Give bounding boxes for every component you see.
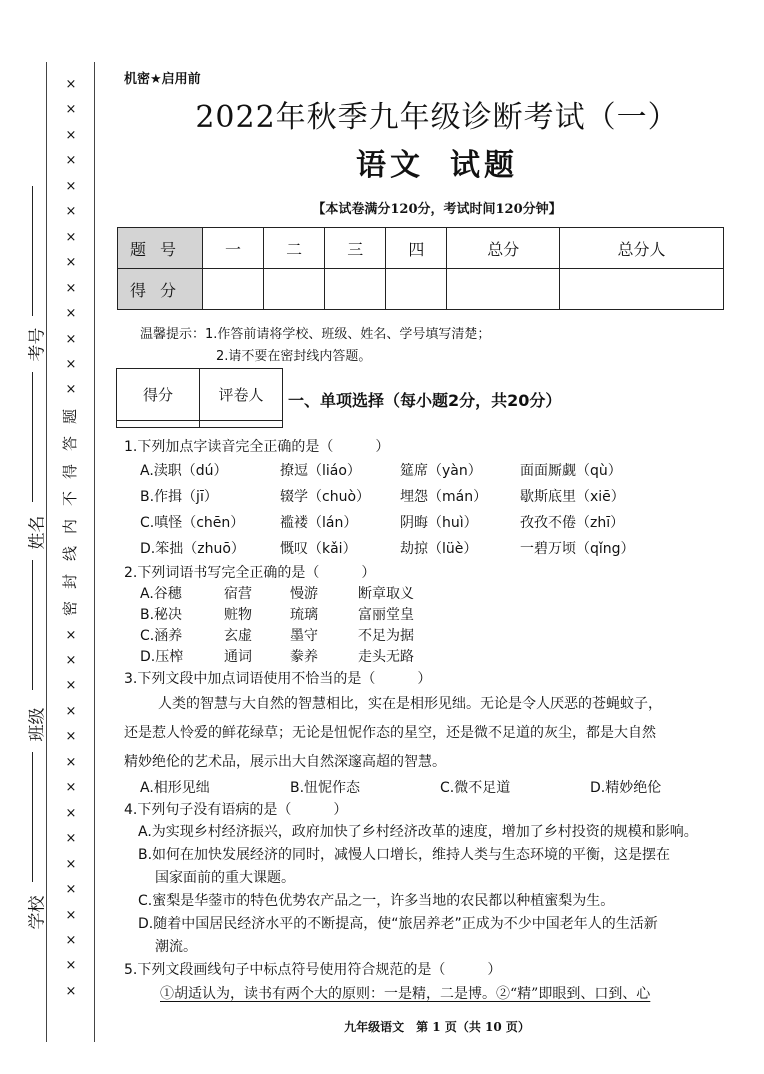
q2-row-d (124, 647, 729, 668)
tips-line-1: 1.作答前请将学校、班级、姓名、学号填写清楚； (205, 327, 491, 342)
cross-mark: × (65, 780, 77, 796)
score-cell-total[interactable] (447, 269, 560, 310)
col-scorer: 总分人 (559, 228, 723, 269)
cross-mark: × (65, 907, 77, 923)
list-item: A.谷穗 (140, 586, 182, 602)
list-item: 辍学（chuò） (280, 489, 371, 505)
q3-stem: 3.下列文段中加点词语使用不恰当的是（ ） (124, 671, 432, 687)
list-item: B.作揖（jī） (140, 489, 218, 505)
cross-mark: × (65, 306, 77, 322)
subject-heading (110, 140, 764, 184)
seal-column (62, 78, 80, 998)
q3-passage-line-1: 人类的智慧与大自然的智慧相比，实在是相形见绌。无论是令人厌恶的苍蝇蚊子， (158, 696, 662, 712)
cross-mark: × (65, 983, 77, 999)
list-item: A.相形见绌 (140, 780, 210, 796)
list-item: 埋怨（mán） (400, 489, 488, 505)
list-item: D.精妙绝伦 (590, 780, 662, 796)
list-item: D.压榨 (140, 649, 184, 665)
grader-box (116, 368, 283, 428)
q4-stem: 4.下列句子没有语病的是（ ） (124, 802, 348, 818)
name-label: 姓名 (27, 515, 48, 550)
exam-title: 2022年秋季九年级诊断考试（一） (195, 100, 679, 135)
cross-mark: × (65, 255, 77, 271)
list-item: 墨守 (290, 628, 318, 644)
q3-passage-line-3: 精妙绝伦的艺术品，展示出大自然深邃高超的智慧。 (124, 754, 446, 770)
q4-option-a: A.为实现乡村经济振兴，政府加快了乡村经济改革的速度，增加了乡村投资的规模和影响。 (138, 824, 698, 840)
score-cell-3[interactable] (325, 269, 386, 310)
confidential-mark: 机密★启用前 (124, 72, 201, 87)
list-item: 歇斯底里（xiē） (520, 489, 625, 505)
seal-word: 不 (61, 491, 80, 507)
list-item: D.笨拙（zhuō） (140, 541, 245, 557)
seal-word: 题 (61, 408, 80, 424)
score-cell-1[interactable] (203, 269, 264, 310)
q4-option-d-line-1: D.随着中国居民经济水平的不断提高，使“旅居养老”正成为不少中国老年人的生活新 (138, 916, 658, 932)
cross-mark: × (65, 229, 77, 245)
list-item: B.忸怩作态 (290, 780, 361, 796)
score-cell-2[interactable] (264, 269, 325, 310)
school-line (32, 752, 34, 882)
q2-row-a (124, 584, 729, 605)
cross-mark: × (65, 856, 77, 872)
q1-row-a (124, 458, 729, 484)
list-item: 孜孜不倦（zhī） (520, 515, 625, 531)
list-item: 通词 (224, 649, 252, 665)
seal-word: 线 (61, 546, 80, 562)
subject-name: 语文 (356, 148, 424, 183)
exam-note: 【本试卷满分120分，考试时间120分钟】 (312, 202, 562, 217)
school-label: 学校 (27, 895, 48, 930)
col-3: 三 (325, 228, 386, 269)
cross-mark: × (65, 627, 77, 643)
list-item: 慨叹（kǎi） (280, 541, 357, 557)
list-item: 劫掠（lüè） (400, 541, 478, 557)
list-item: 筵席（yàn） (400, 463, 482, 479)
cross-mark: × (65, 178, 77, 194)
q4-option-b-line-2: 国家面前的重大课题。 (155, 870, 295, 886)
seal-word: 封 (61, 573, 80, 589)
score-table (117, 227, 724, 310)
seal-word: 内 (61, 518, 80, 534)
list-item: 面面厮觑（qù） (520, 463, 622, 479)
q1-row-c (124, 510, 729, 536)
grader-score-label: 得分 (117, 369, 200, 421)
page-footer: 九年级语文 第 1 页（共 10 页） (344, 1020, 530, 1034)
col-total: 总分 (447, 228, 560, 269)
cross-mark: × (65, 382, 77, 398)
score-table-score-row (118, 269, 724, 310)
seal-word: 答 (61, 436, 80, 452)
q3-passage-line-2: 还是惹人怜爱的鲜花绿草；无论是忸怩作态的星空，还是微不足道的灰尘，都是大自然 (124, 725, 656, 741)
tips (140, 324, 490, 368)
q1-row-b (124, 484, 729, 510)
q5-passage: ①胡适认为，读书有两个大的原则：一是精，二是博。②“精”即眼到、口到、心 (160, 986, 651, 1002)
list-item: 褴褛（lán） (280, 515, 358, 531)
cross-mark: × (65, 703, 77, 719)
score-cell-4[interactable] (386, 269, 447, 310)
list-item: 一碧万顷（qǐng） (520, 541, 635, 557)
cross-mark: × (65, 77, 77, 92)
grader-reviewer-cell[interactable] (200, 421, 283, 428)
cross-mark: × (65, 153, 77, 169)
cross-mark: × (65, 678, 77, 694)
cross-mark: × (65, 958, 77, 974)
list-item: 不足为据 (358, 628, 414, 644)
seal-word: 密 (61, 601, 80, 617)
tips-line-2: 2.请不要在密封线内答题。 (216, 349, 372, 364)
cross-mark: × (65, 280, 77, 296)
cross-mark: × (65, 652, 77, 668)
list-item: 琉璃 (290, 607, 318, 623)
margin-rule-inner (94, 62, 95, 1042)
list-item: 豢养 (290, 649, 318, 665)
list-item: 玄虚 (224, 628, 252, 644)
class-line (32, 560, 34, 690)
list-item: 走头无路 (358, 649, 414, 665)
list-item: B.秘决 (140, 607, 183, 623)
q1-stem: 1.下列加点字读音完全正确的是（ ） (124, 439, 390, 455)
cross-mark: × (65, 729, 77, 745)
subject-suffix: 试题 (450, 148, 518, 183)
list-item: 富丽堂皇 (358, 607, 414, 623)
binding-margin (0, 0, 100, 1074)
list-item: 慢游 (290, 586, 318, 602)
q2-row-c (124, 626, 729, 647)
score-cell-scorer[interactable] (559, 269, 723, 310)
list-item: 阴晦（huì） (400, 515, 478, 531)
q4-option-b (124, 844, 729, 890)
grader-reviewer-label: 评卷人 (200, 369, 283, 421)
list-item: C.微不足道 (440, 780, 511, 796)
cross-mark: × (65, 754, 77, 770)
q2-stem: 2.下列词语书写完全正确的是（ ） (124, 565, 376, 581)
list-item: 断章取义 (358, 586, 414, 602)
score-table-header-row (118, 228, 724, 269)
cross-mark: × (65, 331, 77, 347)
list-item: 赃物 (224, 607, 252, 623)
q4-option-c: C.蜜梨是华蓥市的特色优势农产品之一，许多当地的农民都以种植蜜梨为生。 (138, 893, 615, 909)
class-label: 班级 (27, 707, 48, 742)
score-head: 得分 (118, 269, 203, 310)
exam-number-line (32, 186, 34, 316)
list-item: 宿营 (224, 586, 252, 602)
list-item: A.渎职（dú） (140, 463, 228, 479)
name-line (32, 372, 34, 502)
question-number-head: 题号 (118, 228, 203, 269)
q4-option-b-line-1: B.如何在加快发展经济的同时，减慢人口增长，维持人类与生态环境的平衡，这是摆在 (138, 847, 671, 863)
exam-number-label: 考号 (27, 327, 48, 362)
seal-word: 得 (61, 463, 80, 479)
cross-mark: × (65, 204, 77, 220)
col-1: 一 (203, 228, 264, 269)
q2-row-b (124, 605, 729, 626)
list-item: C.嗔怪（chēn） (140, 515, 245, 531)
list-item: C.涵养 (140, 628, 183, 644)
list-item: 撩逗（liáo） (280, 463, 361, 479)
cross-mark: × (65, 356, 77, 372)
col-4: 四 (386, 228, 447, 269)
section-heading: 一、单项选择（每小题2分，共20分） (288, 391, 562, 410)
cross-mark: × (65, 102, 77, 118)
cross-mark: × (65, 882, 77, 898)
cross-mark: × (65, 932, 77, 948)
q4-option-d-line-2: 潮流。 (155, 939, 197, 955)
q5-stem: 5.下列文段画线句子中标点符号使用符合规范的是（ ） (124, 962, 502, 978)
cross-mark: × (65, 805, 77, 821)
grader-score-cell[interactable] (117, 421, 200, 428)
tips-label: 温馨提示： (140, 327, 206, 342)
cross-mark: × (65, 831, 77, 847)
col-2: 二 (264, 228, 325, 269)
cross-mark: × (65, 127, 77, 143)
q3-options (124, 777, 729, 799)
q4-option-d (124, 913, 729, 959)
q1-row-d (124, 536, 729, 562)
question-area (124, 436, 729, 1007)
